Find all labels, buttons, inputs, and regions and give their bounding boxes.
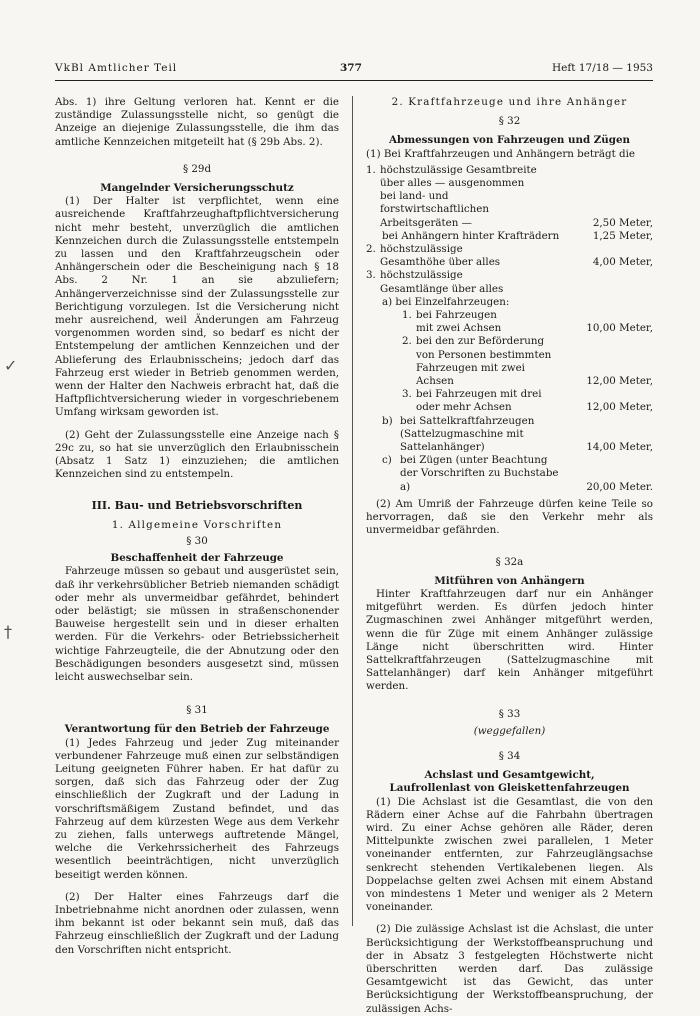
section-number: § 30 bbox=[186, 534, 208, 547]
dimension-item bbox=[366, 388, 653, 414]
item-text: bei den zur Beförderung von Personen bestimmten Fahrzeugen mit zwei Achsen bbox=[416, 335, 552, 388]
paragraph: Hinter Kraftfahrzeugen darf nur ein Anhänger mitgeführt werden. Es dürfen jedoch hinter Zugmaschinen zwei Anhänger mitgeführt werden, wenn die für Züge mit einem Anhänger zulässige Länge nicht überschritten wird. Hinter Sattelkraftfahrzeugen (Sattelzugmaschine mit Sattelanhänger) darf kein Anhänger mitgeführt werden. bbox=[366, 587, 653, 693]
paragraph: (2) Geht der Zulassungsstelle eine Anzeige nach § 29c zu, so hat sie unverzüglich den Erlaubnisschein (Absatz 1 Satz 1) einzuziehen; die amtlichen Kennzeichen sind zu entstempeln. bbox=[55, 428, 339, 481]
paragraph: (2) Der Halter eines Fahrzeugs darf die Inbetriebnahme nicht anordnen oder zulassen, wenn ihm bekannt ist oder bekannt sein muß, daß das Fahrzeug einschließlich der Zugkraft und der Ladung den Vorschriften nicht entspricht. bbox=[55, 890, 339, 956]
section-title: Achslast und Gesamtgewicht, bbox=[424, 769, 595, 782]
paragraph: Abs. 1) ihre Geltung verloren hat. Kennt er die zuständige Zulassungsstelle nicht, so genügt die Anzeige an diejenige Zulassungsstelle, die ihm das amtliche Kennzeichen mitgeteilt hat (§ 29b Abs. 2). bbox=[55, 96, 339, 148]
item-text: höchstzulässige Gesamthöhe über alles bbox=[380, 243, 501, 269]
dimension-item bbox=[366, 454, 653, 494]
item-value: 10,00 Meter, bbox=[586, 322, 653, 335]
item-number: 2. bbox=[402, 335, 412, 348]
dimension-item bbox=[366, 415, 653, 455]
item-value: 4,00 Meter, bbox=[592, 256, 653, 269]
chapter-heading: III. Bau- und Betriebsvorschriften bbox=[91, 499, 303, 513]
item-value: 14,00 Meter, bbox=[586, 441, 653, 454]
paragraph: (1) Jedes Fahrzeug und jeder Zug miteinander verbundener Fahrzeuge muß einen zur selbständigen Leitung geeigneten Führer haben. Er hat dafür zu sorgen, daß sich das Fahrzeug oder der Zug einschließlich der Zugkraft und der Ladung in vorschriftsmäßigem Zustand befindet, und das Fahrzeug auf dem kürzesten Wege aus dem Verkehr zu ziehen, falls unterwegs auftretende Mängel, welche die Verkehrssicherheit des Fahrzeugs wesentlich beeinträchtigen, nicht unverzüglich beseitigt werden können. bbox=[55, 736, 339, 881]
left-column bbox=[55, 96, 339, 957]
column-divider bbox=[352, 96, 353, 926]
subsection-heading: 1. Allgemeine Vorschriften bbox=[111, 518, 283, 531]
section-title: Laufrollenlast von Gleiskettenfahrzeugen bbox=[389, 782, 630, 795]
item-text: bei Fahrzeugen mit drei oder mehr Achsen bbox=[416, 388, 542, 414]
subsection-heading: 2. Kraftfahrzeuge und ihre Anhänger bbox=[391, 96, 628, 108]
page-header bbox=[55, 62, 653, 78]
item-text: bei Zügen (unter Beachtung der Vorschriften zu Buchstabe a) bbox=[400, 454, 559, 493]
section-number: § 33 bbox=[498, 707, 521, 720]
section-title: Mangelnder Versicherungsschutz bbox=[100, 182, 294, 195]
item-text: bei Anhängern hinter Krafträdern bbox=[382, 229, 560, 242]
paragraph: (2) Die zulässige Achslast ist die Achslast, die unter Berücksichtigung der Werkstoffbeanspruchung und der in Absatz 3 festgelegten Höchstwerte nicht überschritten werden darf. Das zulässige Gesamtgewicht ist das Gewicht, das unter Berücksichtigung der Werkstoffbeanspruchung, der zulässigen Achs- bbox=[366, 923, 653, 1015]
item-number: 3. bbox=[366, 269, 376, 282]
header-rule bbox=[55, 80, 653, 81]
item-text: höchstzulässige Gesamtlänge über alles bbox=[380, 269, 504, 295]
paragraph: (1) Bei Kraftfahrzeugen und Anhängern beträgt die bbox=[366, 147, 636, 160]
item-text: höchstzulässige Gesamtbreite über alles — ausgenommen bei land- und forstwirtschaftlichen Arbeitsgeräten — bbox=[380, 163, 537, 229]
section-number: § 34 bbox=[498, 749, 521, 762]
paragraph: Fahrzeuge müssen so gebaut und ausgerüstet sein, daß ihr verkehrsüblicher Betrieb niemanden schädigt oder mehr als unvermeidbar gefährdet, behindert oder belästigt; sie müssen in straßenschonender Bauweise hergestellt sein und in dieser erhalten werden. Für die Verkehrs- oder Betriebssicherheit wichtige Fahrzeugteile, die der Abnutzung oder den Beschädigungen besonders ausgesetzt sind, müssen leicht auswechselbar sein. bbox=[55, 565, 339, 683]
dimension-item bbox=[366, 269, 653, 295]
dimension-item bbox=[366, 164, 653, 230]
section-number: § 29d bbox=[182, 162, 212, 175]
margin-mark-icon: ✓ bbox=[4, 356, 18, 375]
item-value: 2,50 Meter, bbox=[592, 216, 653, 229]
item-value: 20,00 Meter. bbox=[586, 480, 653, 493]
section-number: § 31 bbox=[186, 704, 208, 717]
section-number: § 32a bbox=[495, 555, 524, 568]
item-number: 3. bbox=[402, 388, 412, 401]
item-number: 1. bbox=[366, 163, 376, 176]
section-title: Beschaffenheit der Fahrzeuge bbox=[110, 552, 284, 565]
item-text: bei Fahrzeugen mit zwei Achsen bbox=[416, 309, 502, 335]
dimension-item bbox=[366, 335, 653, 388]
item-number: b) bbox=[382, 414, 393, 427]
issue-info: Heft 17/18 — 1953 bbox=[552, 62, 653, 74]
item-value: 1,25 Meter, bbox=[592, 229, 653, 242]
section-title: Verantwortung für den Betrieb der Fahrzeuge bbox=[64, 723, 330, 736]
item-number: c) bbox=[382, 454, 392, 467]
sub-item-label: a) bei Einzelfahrzeugen: bbox=[382, 295, 510, 308]
dimension-item bbox=[366, 309, 653, 335]
paragraph: (1) Die Achslast ist die Gesamtlast, die von den Rädern einer Achse auf die Fahrbahn übertragen wird. Zu einer Achse gehören alle Räder, deren Mittelpunkte zwischen zwei parallelen, 1 Meter voneinander entfernten, zur Fahrzeuglängsachse senkrecht stehenden Vertikalebenen liegen. Als Doppelachse gelten zwei Achsen mit einem Abstand von mindestens 1 Meter und weniger als 2 Metern voneinander. bbox=[366, 795, 653, 914]
item-text: bei Sattelkraftfahrzeugen (Sattelzugmaschine mit Sattelanhänger) bbox=[400, 414, 535, 454]
margin-mark-icon: † bbox=[4, 622, 12, 641]
page-number: 377 bbox=[340, 62, 362, 74]
dimension-item bbox=[366, 230, 653, 243]
item-number: 1. bbox=[402, 309, 412, 322]
section-number: § 32 bbox=[498, 115, 521, 128]
right-column bbox=[366, 96, 653, 1016]
journal-title: VkBl Amtlicher Teil bbox=[55, 62, 178, 74]
paragraph: (2) Am Umriß der Fahrzeuge dürfen keine Teile so hervorragen, daß sie den Verkehr mehr als unvermeidbar gefährden. bbox=[366, 497, 653, 537]
item-value: 12,00 Meter, bbox=[586, 375, 653, 388]
item-number: 2. bbox=[366, 243, 376, 256]
section-title: Mitführen von Anhängern bbox=[434, 574, 585, 587]
item-value: 12,00 Meter, bbox=[586, 401, 653, 414]
paragraph: (1) Der Halter ist verpflichtet, wenn eine ausreichende Kraftfahrzeughaftpflichtversicherung nicht mehr besteht, unverzüglich die amtlichen Kennzeichen durch die Zulassungsstelle entstempeln zu lassen und den Kraftfahrzeugschein oder Anhängerschein oder die Bescheinigung nach § 18 Abs. 2 Nr. 1 an sie abzuliefern; Anhängerverzeichnisse sind der Zulassungsstelle zur Berichtigung vorzulegen. Ist die Versicherung nicht mehr ausreichend, weil Änderungen am Fahrzeug vorgenommen worden sind, so bedarf es nicht der Entstempelung der amtlichen Kennzeichen und der Ablieferung des Erlaubnisscheins; jedoch darf das Fahrzeug erst wieder in Betrieb genommen werden, wenn der Halter den Nachweis erbracht hat, daß die Haftpflichtversicherung wieder in vorgeschriebenem Umfang wirksam geworden ist. bbox=[55, 195, 339, 419]
section-status: (weggefallen) bbox=[473, 724, 546, 737]
section-title: Abmessungen von Fahrzeugen und Zügen bbox=[389, 134, 630, 147]
dimension-item bbox=[366, 243, 653, 269]
